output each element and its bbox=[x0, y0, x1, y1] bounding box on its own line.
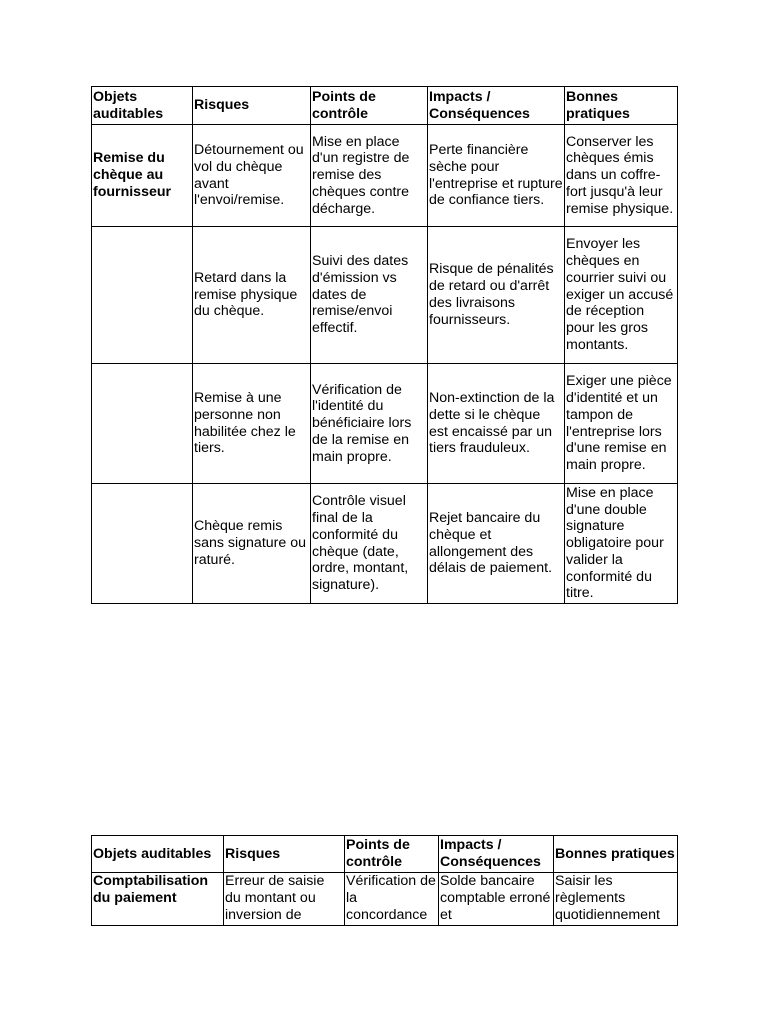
table-row bbox=[92, 873, 678, 926]
header-objets: Objets auditables bbox=[92, 836, 224, 873]
cell-controle: Mise en place d'un registre de remise des chèques contre décharge. bbox=[311, 125, 428, 227]
cell-objet: Comptabilisation du paiement bbox=[92, 873, 224, 926]
cell-controle: Vérification de l'identité du bénéficiaire lors de la remise en main propre. bbox=[311, 364, 428, 484]
cell-pratique: Conserver les chèques émis dans un coffre-fort jusqu'à leur remise physique. bbox=[565, 125, 678, 227]
table-row bbox=[92, 227, 678, 364]
cell-pratique: Envoyer les chèques en courrier suivi ou exiger un accusé de réception pour les gros montants. bbox=[565, 227, 678, 364]
audit-table-1 bbox=[91, 86, 678, 604]
cell-impact: Perte financière sèche pour l'entreprise et rupture de confiance tiers. bbox=[428, 125, 565, 227]
table-row bbox=[92, 125, 678, 227]
cell-pratique: Mise en place d'une double signature obligatoire pour valider la conformité du titre. bbox=[565, 484, 678, 604]
cell-risque: Erreur de saisie du montant ou inversion de bbox=[224, 873, 345, 926]
cell-impact: Risque de pénalités de retard ou d'arrêt des livraisons fournisseurs. bbox=[428, 227, 565, 364]
cell-risque: Détournement ou vol du chèque avant l'envoi/remise. bbox=[193, 125, 311, 227]
cell-objet bbox=[92, 484, 193, 604]
cell-risque: Chèque remis sans signature ou raturé. bbox=[193, 484, 311, 604]
cell-impact: Non-extinction de la dette si le chèque est encaissé par un tiers frauduleux. bbox=[428, 364, 565, 484]
cell-pratique: Exiger une pièce d'identité et un tampon de l'entreprise lors d'une remise en main propre. bbox=[565, 364, 678, 484]
table-row bbox=[92, 484, 678, 604]
cell-impact: Solde bancaire comptable erroné et bbox=[439, 873, 554, 926]
header-pratiques: Bonnes pratiques bbox=[565, 87, 678, 125]
cell-controle: Vérification de la concordance bbox=[345, 873, 439, 926]
header-points: Points de contrôle bbox=[311, 87, 428, 125]
cell-pratique: Saisir les règlements quotidiennement bbox=[554, 873, 678, 926]
header-risques: Risques bbox=[224, 836, 345, 873]
cell-risque: Retard dans la remise physique du chèque. bbox=[193, 227, 311, 364]
table-header-row bbox=[92, 836, 678, 873]
header-impacts: Impacts / Conséquences bbox=[428, 87, 565, 125]
header-points: Points de contrôle bbox=[345, 836, 439, 873]
audit-table-2 bbox=[91, 835, 678, 926]
cell-risque: Remise à une personne non habilitée chez le tiers. bbox=[193, 364, 311, 484]
table-row bbox=[92, 364, 678, 484]
cell-controle: Suivi des dates d'émission vs dates de remise/envoi effectif. bbox=[311, 227, 428, 364]
cell-objet bbox=[92, 364, 193, 484]
header-objets: Objets auditables bbox=[92, 87, 193, 125]
cell-objet bbox=[92, 227, 193, 364]
cell-impact: Rejet bancaire du chèque et allongement des délais de paiement. bbox=[428, 484, 565, 604]
table-header-row bbox=[92, 87, 678, 125]
cell-controle: Contrôle visuel final de la conformité du chèque (date, ordre, montant, signature). bbox=[311, 484, 428, 604]
cell-objet: Remise du chèque au fournisseur bbox=[92, 125, 193, 227]
header-pratiques: Bonnes pratiques bbox=[554, 836, 678, 873]
header-risques: Risques bbox=[193, 87, 311, 125]
header-impacts: Impacts / Conséquences bbox=[439, 836, 554, 873]
